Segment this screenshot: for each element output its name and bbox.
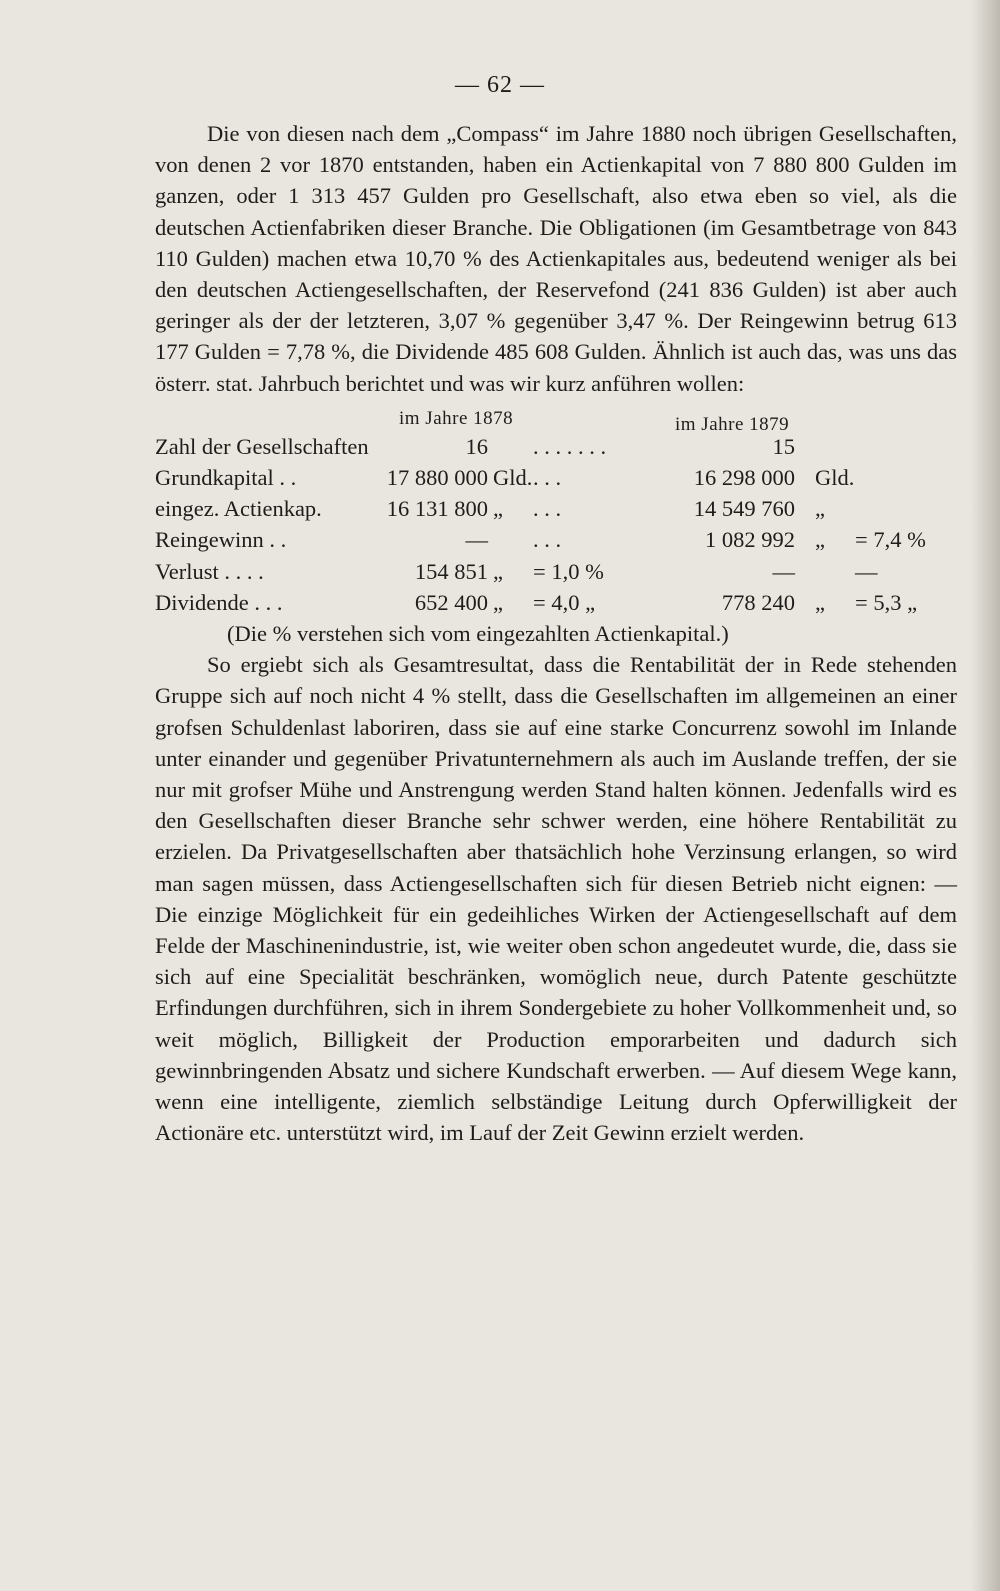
table-row (155, 493, 957, 524)
value-1878: 17 880 000 (386, 465, 488, 491)
rate-1879: = 5,3 „ (855, 589, 918, 615)
table-rows (155, 431, 957, 618)
value-1879: — (772, 558, 795, 584)
table-row (155, 431, 957, 462)
rate-1878: = 1,0 % (533, 558, 604, 584)
value-1879: 1 082 992 (705, 527, 795, 553)
rate-1878: . . . . . . . (533, 433, 607, 459)
value-1879: 16 298 000 (693, 465, 795, 491)
unit-1879: „ (815, 496, 825, 522)
row-label: Grundkapital . . (155, 465, 297, 491)
value-1878: — (465, 527, 488, 553)
unit-1878: „ (493, 589, 503, 615)
rate-1878: . . . (533, 527, 562, 553)
rate-1879: — (855, 558, 878, 584)
table-header (155, 401, 957, 435)
page-body (155, 118, 957, 1148)
paragraph-2: So ergiebt sich als Gesamtresultat, dass die Rentabilität der in Rede stehenden Gruppe sich auf noch nicht 4 % stellt, dass die Gesellschaften im allgemeinen an einer grofsen Schuldenlast laboriren, dass sie auf eine starke Concurrenz sowohl im Inlande unter einander und gegenüber Privatunternehmern als auch im Auslande treffen, der sie nur mit grofser Mühe und Anstrengung werden Stand halten können. Jedenfalls wird es den Gesellschaften dieser Branche sehr schwer werden, eine höhere Rentabilität zu erzielen. Da Privatgesellschaften aber thatsächlich hohe Verzinsung erlangen, so wird man sagen müssen, dass Actiengesellschaften sich für diesen Betrieb nicht eignen: — Die einzige Möglichkeit für ein gedeihliches Wirken der Actiengesellschaft auf dem Felde der Maschinenindustrie, ist, wie weiter oben schon angedeutet wurde, die, dass sie sich auf eine Specialität beschränken, womöglich neue, durch Patente geschützte Erfindungen durchführen, sich in ihrem Sondergebiete zu hoher Vollkommenheit und, so weit möglich, Billigkeit der Production emporarbeiten und dadurch sich gewinnbringenden Absatz und sichere Kundschaft erwerben. — Auf diesem Wege kann, wenn eine intelligente, ziemlich selbständige Leitung durch Opferwilligkeit der Actionäre etc. unterstützt wird, im Lauf der Zeit Gewinn erzielt werden. (155, 652, 957, 1146)
rate-1878: = 4,0 „ (533, 589, 596, 615)
value-1878: 16 131 800 (386, 496, 488, 522)
unit-1878: Gld. (493, 465, 533, 491)
rate-1878: . . . (533, 465, 562, 491)
value-1878: 154 851 (414, 558, 488, 584)
row-label: Dividende . . . (155, 589, 283, 615)
unit-1879: Gld. (815, 465, 855, 491)
row-label: eingez. Actienkap. (155, 496, 322, 522)
value-1879: 14 549 760 (693, 496, 795, 522)
value-1878: 652 400 (414, 589, 488, 615)
value-1879: 15 (772, 433, 795, 459)
value-1879: 778 240 (721, 589, 795, 615)
rate-1878: . . . (533, 496, 562, 522)
row-label: Verlust . . . . (155, 558, 264, 584)
table-row (155, 524, 957, 555)
value-1878: 16 (465, 433, 488, 459)
unit-1878: „ (493, 558, 503, 584)
unit-1879: „ (815, 527, 825, 553)
row-label: Reingewinn . . (155, 527, 287, 553)
table-row (155, 587, 957, 618)
table-row (155, 556, 957, 587)
unit-1878: „ (493, 496, 503, 522)
rate-1879: = 7,4 % (855, 527, 926, 553)
unit-1879: „ (815, 589, 825, 615)
page-edge-shadow (970, 0, 1000, 1591)
table-note: (Die % verstehen sich vom eingezahlten Actienkapital.) (227, 620, 729, 646)
column-header-1879: im Jahre 1879 (675, 413, 790, 435)
statistics-table (155, 401, 957, 618)
table-row (155, 462, 957, 493)
paragraph-1: Die von diesen nach dem „Compass“ im Jahre 1880 noch übrigen Gesellschaften, von denen 2 vor 1870 entstanden, haben ein Actienkapital von 7 880 800 Gulden im ganzen, oder 1 313 457 Gulden pro Gesellschaft, also etwa eben so viel, als die deutschen Actienfabriken dieser Branche. Die Obligationen (im Gesamtbetrage von 843 110 Gulden) machen etwa 10,70 % des Actienkapitales aus, bedeutend weniger als bei den deutschen Actiengesellschaften, der Reservefond (241 836 Gulden) ist aber auch geringer als der der letzteren, 3,07 % gegenüber 3,47 %. Der Reingewinn betrug 613 177 Gulden = 7,78 %, die Dividende 485 608 Gulden. Ähnlich ist auch das, was uns das österr. stat. Jahrbuch berichtet und was wir kurz anführen wollen: (155, 121, 957, 396)
row-label: Zahl der Gesellschaften (155, 433, 369, 459)
page-number: — 62 — (455, 72, 545, 98)
column-header-1878: im Jahre 1878 (399, 407, 514, 429)
